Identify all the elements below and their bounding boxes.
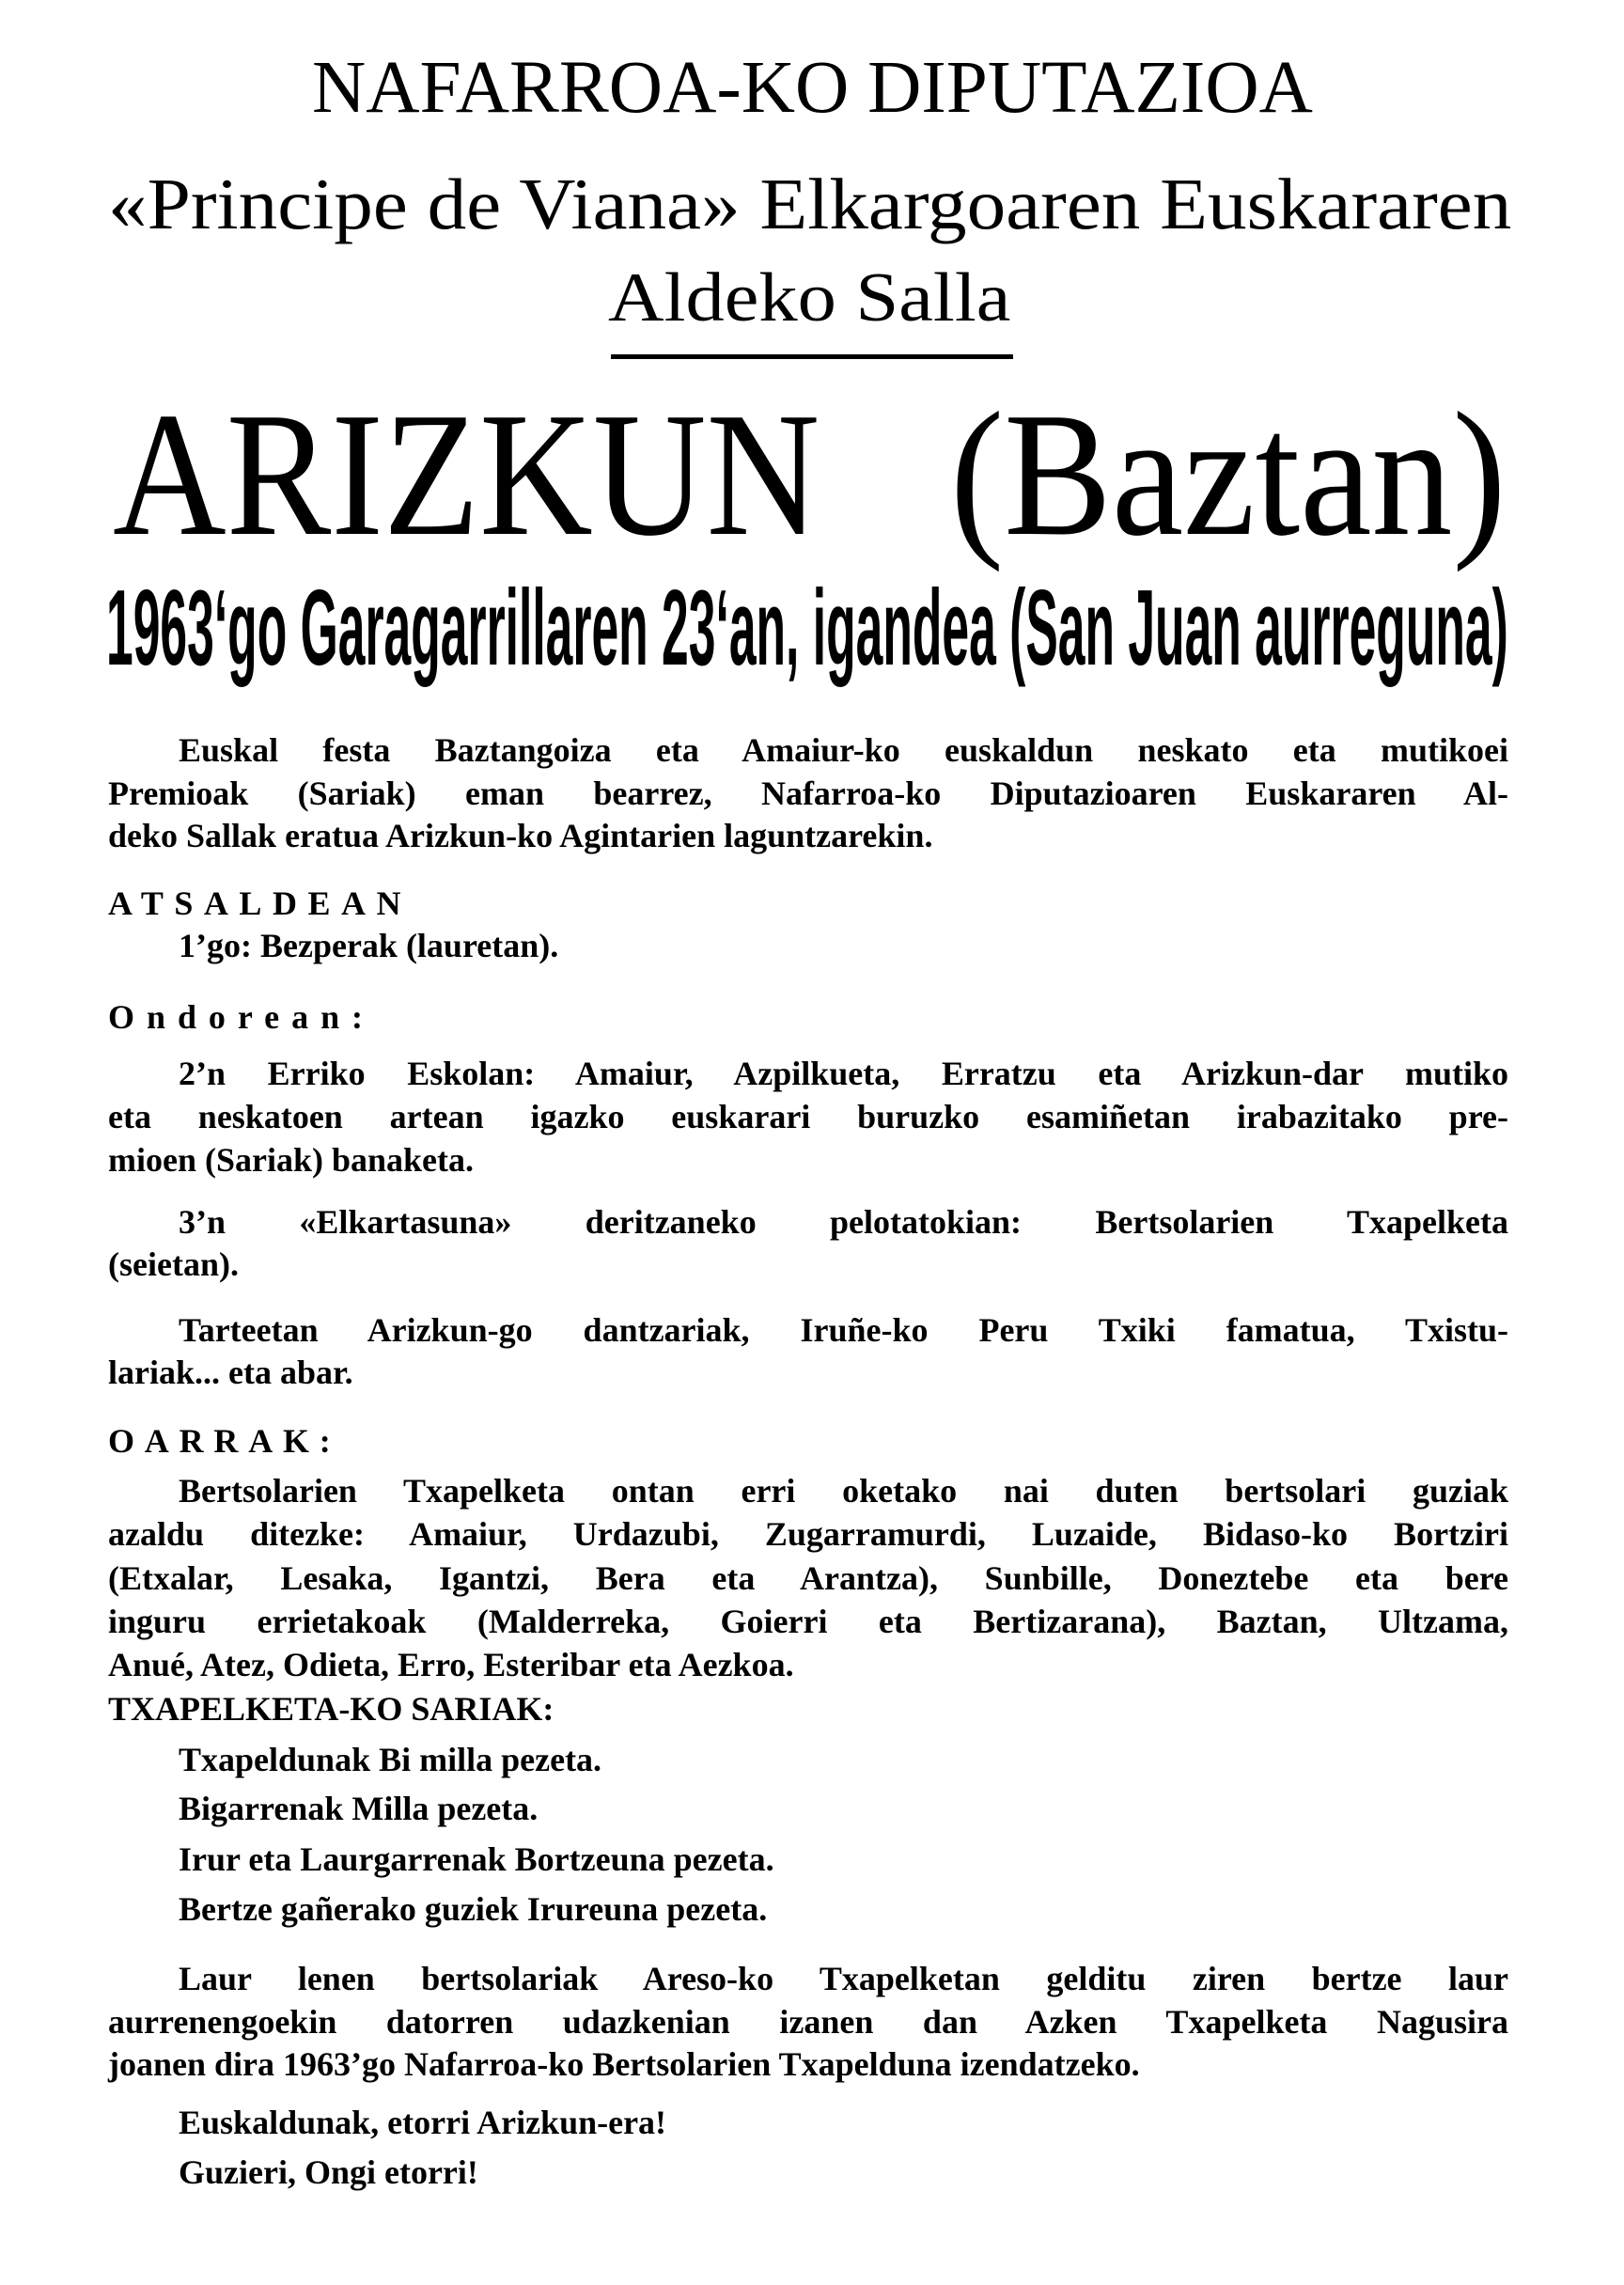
notes-paragraph-line: Anué, Atez, Odieta, Erro, Esteribar eta Aezkoa. xyxy=(108,1646,794,1683)
prize-item: Txapeldunak Bi milla pezeta. xyxy=(179,1741,602,1778)
program-item-line: (seietan). xyxy=(108,1245,239,1283)
event-town xyxy=(113,376,820,572)
program-item-line: Tarteetan Arizkun-go dantzariak, Iruñe-ko Peru Txiki famatua, Txistu- xyxy=(179,1311,1508,1349)
organization-title-text: NAFARROA-KO DIPUTAZIOA xyxy=(312,47,1313,129)
notes-paragraph-line: azaldu ditezke: Amaiur, Urdazubi, Zugarramurdi, Luzaide, Bidaso-ko Bortziri xyxy=(108,1515,1508,1553)
program-item-line: 1’go: Bezperak (lauretan). xyxy=(179,927,559,964)
intro-paragraph-line: Euskal festa Baztangoiza eta Amaiur-ko euskaldun neskato eta mutikoei xyxy=(179,731,1508,769)
event-region-text: (Baztan) xyxy=(950,376,1507,572)
notes-paragraph-line: inguru errietakoak (Malderreka, Goierri eta Bertizarana), Baztan, Ultzama, xyxy=(108,1603,1508,1640)
program-item-line: eta neskatoen artean igazko euskarari buruzko esamiñetan irabazitako pre- xyxy=(108,1098,1508,1135)
department-title-line-2 xyxy=(608,259,1011,336)
title-divider-rule xyxy=(611,354,1013,359)
section-heading-prizes: TXAPELKETA-KO SARIAK: xyxy=(108,1690,554,1728)
event-date-line xyxy=(106,569,1508,688)
notes-paragraph-line: Bertsolarien Txapelketa ontan erri oketako nai duten bertsolari guziak xyxy=(179,1472,1508,1510)
program-item-line: 3’n «Elkartasuna» deritzaneko pelotatokian: Bertsolarien Txapelketa xyxy=(179,1203,1508,1241)
section-heading-notes: OARRAK: xyxy=(108,1422,341,1460)
intro-paragraph-line: deko Sallak eratua Arizkun-ko Agintarien laguntzarekin. xyxy=(108,817,933,854)
event-town-text: ARIZKUN xyxy=(113,376,820,572)
prize-item: Bigarrenak Milla pezeta. xyxy=(179,1790,539,1827)
notes-paragraph-line: (Etxalar, Lesaka, Igantzi, Bera eta Arantza), Sunbille, Doneztebe eta bere xyxy=(108,1559,1508,1597)
department-title-line-1-text: «Principe de Viana» Elkargoaren Euskararen xyxy=(108,164,1512,244)
closing-line: Euskaldunak, etorri Arizkun-era! xyxy=(179,2104,667,2141)
organization-title xyxy=(312,47,1313,129)
department-title-line-1 xyxy=(108,164,1512,244)
final-paragraph-line: joanen dira 1963’go Nafarroa-ko Bertsolarien Txapelduna izendatzeko. xyxy=(108,2045,1140,2083)
program-item-line: mioen (Sariak) banaketa. xyxy=(108,1141,475,1179)
final-paragraph-line: aurrenengoekin datorren udazkenian izanen dan Azken Txapelketa Nagusira xyxy=(108,2003,1508,2041)
event-date-line-text: 1963‘go Garagarrillaren 23‘an, igandea (San Juan aurreguna) xyxy=(106,569,1508,688)
event-region xyxy=(950,376,1507,572)
intro-paragraph-line: Premioak (Sariak) eman bearrez, Nafarroa-ko Diputazioaren Euskararen Al- xyxy=(108,775,1508,812)
program-item-line: 2’n Erriko Eskolan: Amaiur, Azpilkueta, Erratzu eta Arizkun-dar mutiko xyxy=(179,1055,1508,1092)
department-title-line-2-text: Aldeko Salla xyxy=(608,259,1011,336)
section-heading-afterwards: Ondorean: xyxy=(108,998,376,1036)
program-item-line: lariak... eta abar. xyxy=(108,1354,353,1391)
section-heading-afternoon: ATSALDEAN xyxy=(108,884,413,922)
prize-item: Irur eta Laurgarrenak Bortzeuna pezeta. xyxy=(179,1840,774,1878)
prize-item: Bertze gañerako guziek Irureuna pezeta. xyxy=(179,1890,768,1928)
closing-line: Guzieri, Ongi etorri! xyxy=(179,2153,478,2191)
final-paragraph-line: Laur lenen bertsolariak Areso-ko Txapelketan gelditu ziren bertze laur xyxy=(179,1960,1508,1997)
